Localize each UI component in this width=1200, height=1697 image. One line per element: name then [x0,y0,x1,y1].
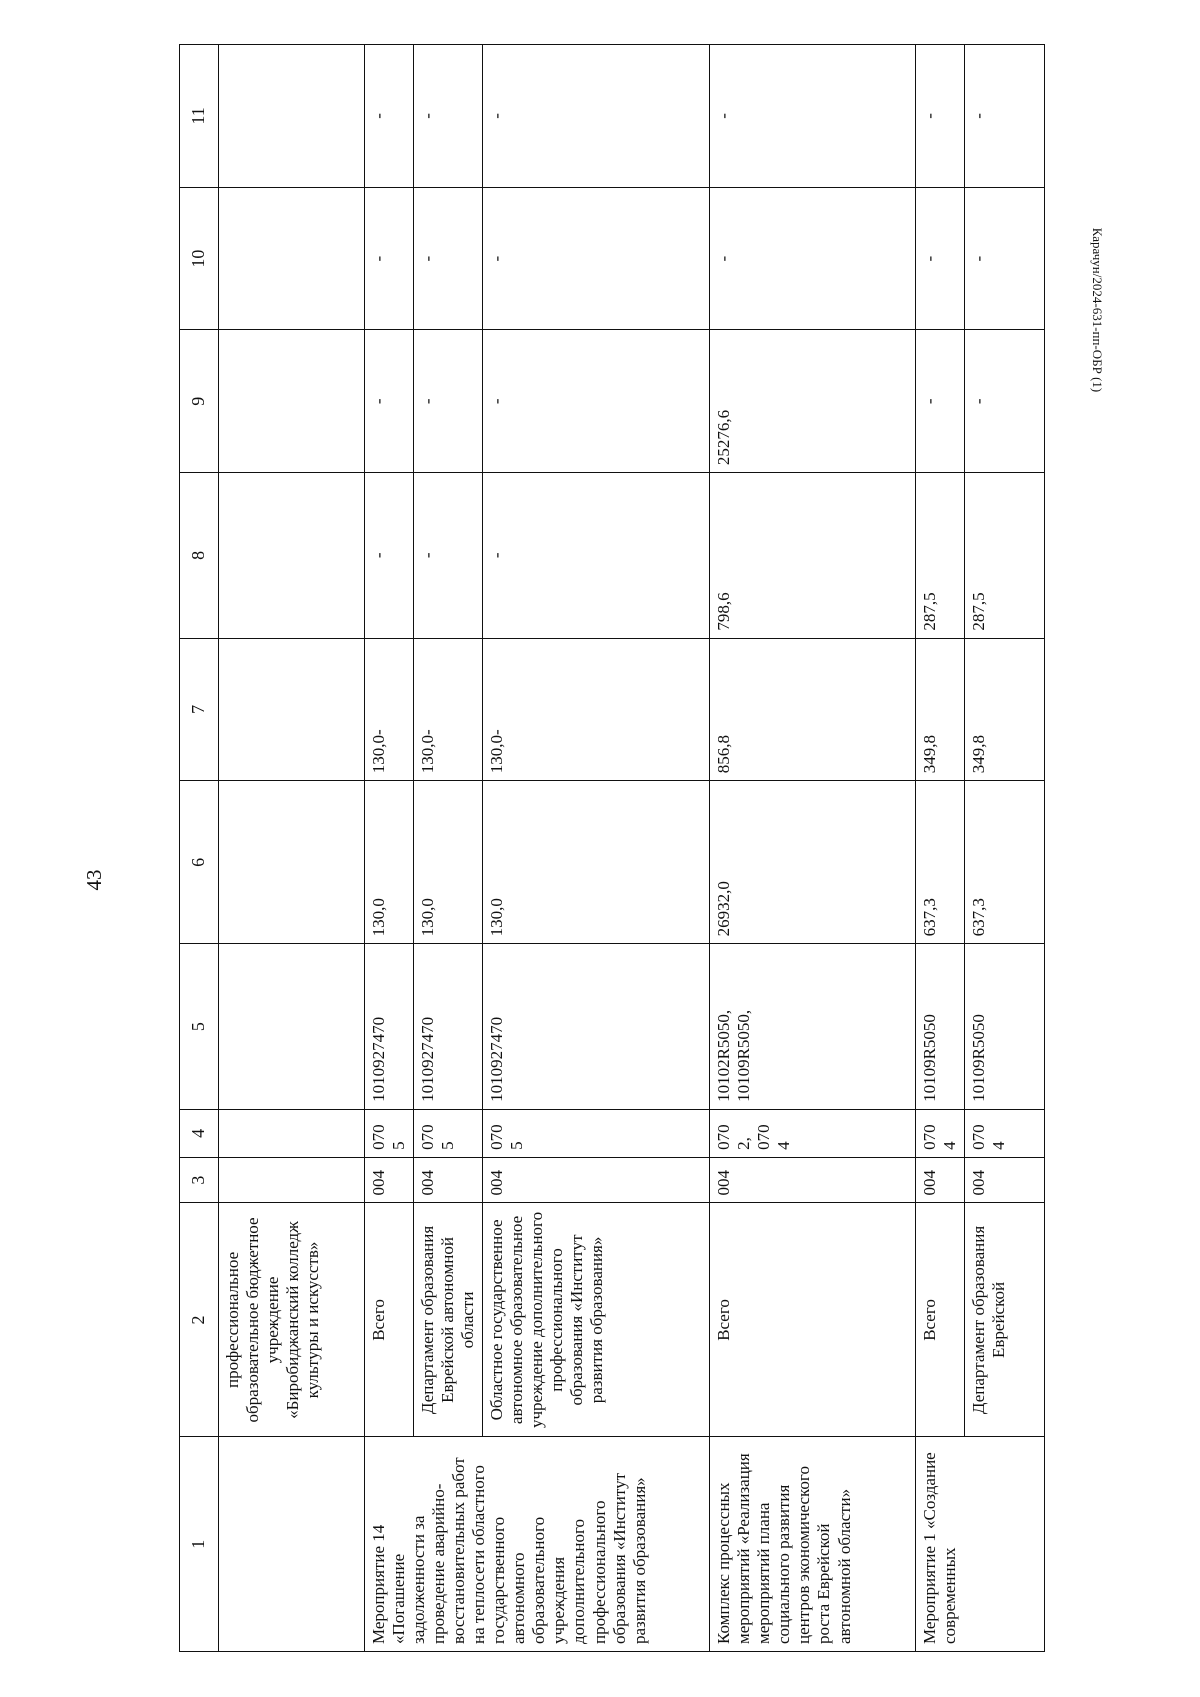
table-cell: 004 [710,1157,916,1203]
table-cell: - [710,45,916,188]
table-cell [219,781,365,944]
document-code [1085,190,1109,430]
column-header: 8 [180,473,219,638]
table-cell: 798,6 [710,473,916,638]
table-cell: 1010927470 [483,944,710,1109]
table-cell: 856,8 [710,638,916,781]
table-row [710,45,916,1652]
column-header: 9 [180,330,219,473]
table-cell: 0705 [414,1109,483,1157]
table-row [965,45,1045,1652]
table-cell: 287,5 [965,473,1045,638]
table-cell: 0705 [483,1109,710,1157]
document-code-text: Карачун/2024-631-пп-ОБР (1) [1090,227,1105,393]
table-cell: - [414,330,483,473]
table-cell [219,638,365,781]
table-cell: - [916,330,965,473]
table-cell: 1010927470 [414,944,483,1109]
column-header: 6 [180,781,219,944]
table-cell: - [483,45,710,188]
budget-table [179,44,1045,1652]
table-cell: 1010927470 [365,944,414,1109]
column-header: 3 [180,1157,219,1203]
table-cell [219,1437,365,1652]
table-cell: Областное государственное автономное образовательное учреждение дополнительного профессионального образования «Институт развития образования» [483,1203,710,1437]
table-cell: 637,3 [965,781,1045,944]
table-cell: Комплекс процессных мероприятий «Реализация мероприятий плана социального развития центров экономического роста Еврейской автономной области» [710,1437,916,1652]
table-cell: Всего [710,1203,916,1437]
budget-table-sheet [179,44,1045,1652]
table-cell: Всего [916,1203,965,1437]
table-cell: - [710,187,916,330]
table-cell [219,45,365,188]
table-row [219,45,365,1652]
table-cell: 10109R5050 [916,944,965,1109]
table-cell: 349,8 [916,638,965,781]
table-cell: - [965,330,1045,473]
table-cell: Департамент образования Еврейской автономной области [414,1203,483,1437]
table-row [483,45,710,1652]
column-header: 1 [180,1437,219,1652]
table-cell: 004 [483,1157,710,1203]
table-cell: - [916,45,965,188]
table-row [365,45,414,1652]
table-cell: 130,0 [414,781,483,944]
table-cell: 287,5 [916,473,965,638]
column-header: 10 [180,187,219,330]
table-row [916,45,965,1652]
table-cell: 130,0- [414,638,483,781]
table-cell [219,473,365,638]
table-cell: 0704 [965,1109,1045,1157]
column-header: 11 [180,45,219,188]
table-cell: 130,0 [365,781,414,944]
table-cell [219,330,365,473]
column-header: 7 [180,638,219,781]
table-cell: 004 [365,1157,414,1203]
table-cell: - [365,330,414,473]
table-cell: 004 [916,1157,965,1203]
table-cell: 130,0 [483,781,710,944]
table-cell: - [414,473,483,638]
table-cell: Мероприятие 14 «Погашение задолженности за проведение аварийно-восстановительных работ на теплосети областного государственного автономного образовательного учреждения дополнительного профессионального образования «Институт развития образования» [365,1437,710,1652]
table-cell: - [965,187,1045,330]
table-cell [219,187,365,330]
table-cell: 130,0- [483,638,710,781]
table-cell: 637,3 [916,781,965,944]
table-cell: 130,0- [365,638,414,781]
column-header: 2 [180,1203,219,1437]
table-cell: - [365,187,414,330]
table-cell: 10109R5050 [965,944,1045,1109]
column-header: 5 [180,944,219,1109]
table-cell: - [965,45,1045,188]
table-cell: 004 [965,1157,1045,1203]
table-cell: - [414,45,483,188]
table-cell: 0702, 0704 [710,1109,916,1157]
table-cell: - [483,187,710,330]
column-header: 4 [180,1109,219,1157]
table-cell: 349,8 [965,638,1045,781]
page-number: 43 [82,869,106,891]
table-cell: 004 [414,1157,483,1203]
table-cell: - [414,187,483,330]
table-cell: 0704 [916,1109,965,1157]
table-cell: - [365,473,414,638]
table-cell: Всего [365,1203,414,1437]
table-cell: Департамент образования Еврейской [965,1203,1045,1437]
table-cell [219,1157,365,1203]
table-cell [219,1109,365,1157]
table-cell: профессиональное образовательное бюджетное учреждение «Биробиджанский колледж культуры и искусств» [219,1203,365,1437]
table-row [414,45,483,1652]
table-cell: - [365,45,414,188]
table-cell: - [916,187,965,330]
table-cell: - [483,473,710,638]
table-header-row [180,45,219,1652]
table-cell: 25276,6 [710,330,916,473]
table-cell: 0705 [365,1109,414,1157]
table-cell: Мероприятие 1 «Создание современных [916,1437,1045,1652]
table-cell: - [483,330,710,473]
table-cell: 26932,0 [710,781,916,944]
table-cell [219,944,365,1109]
table-cell: 10102R5050, 10109R5050, [710,944,916,1109]
